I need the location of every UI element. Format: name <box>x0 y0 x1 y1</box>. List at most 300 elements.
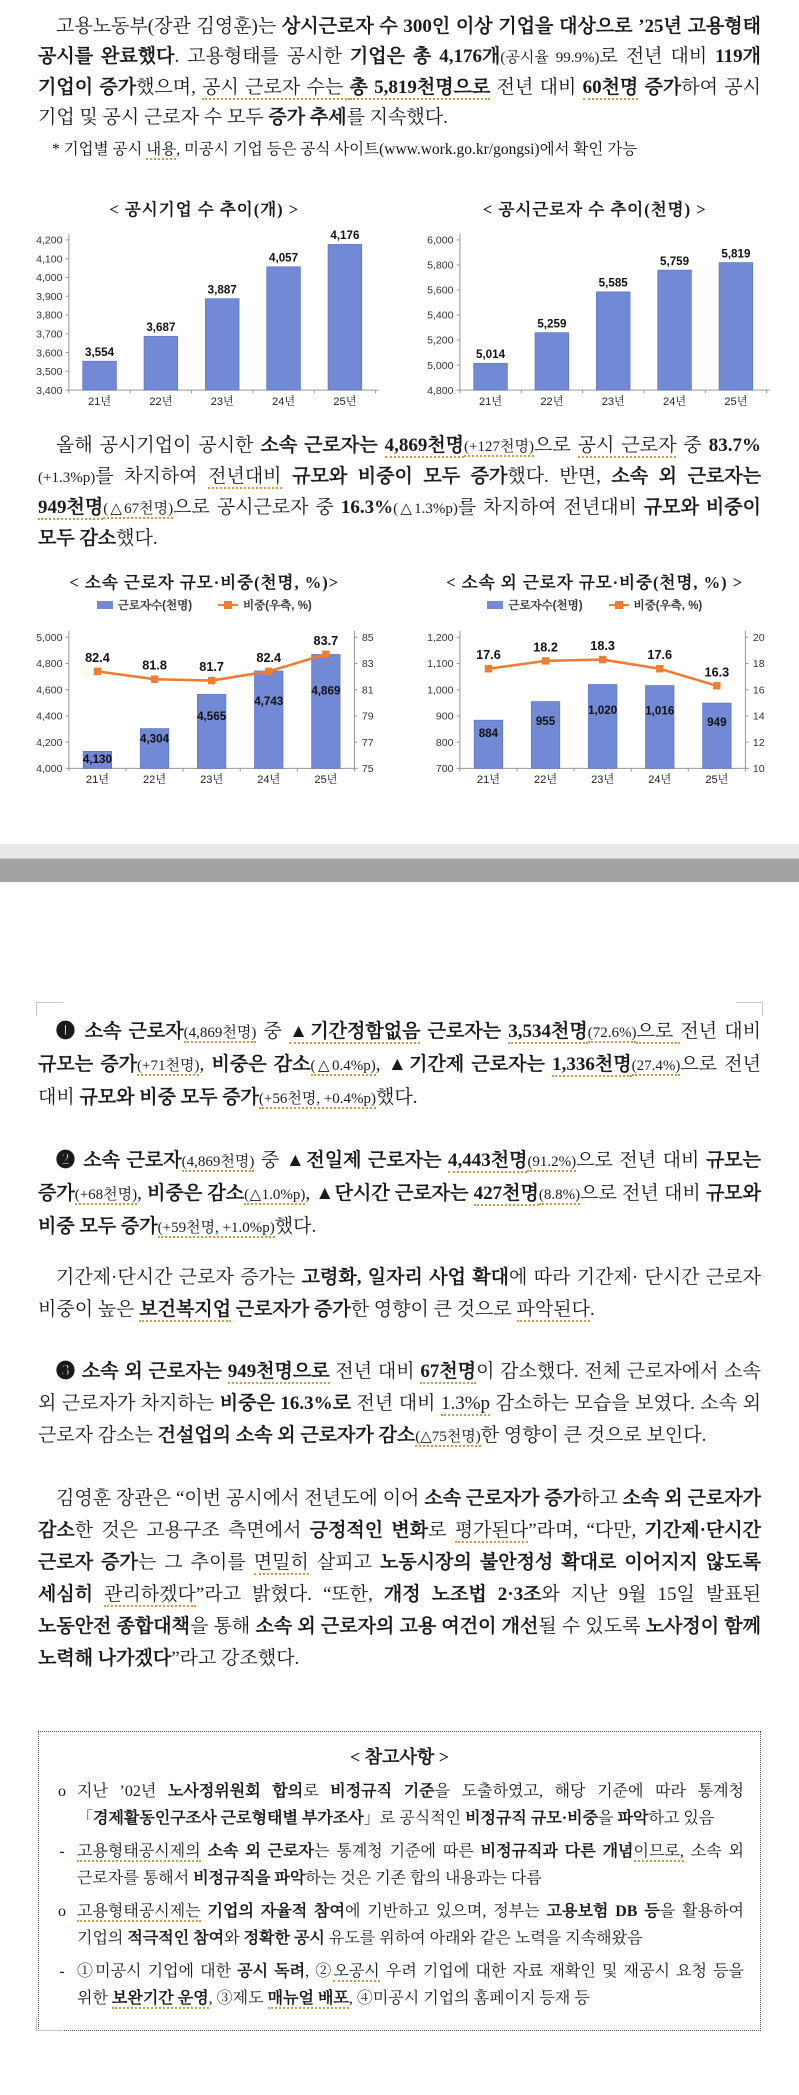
bar-24년 <box>657 270 691 390</box>
svg-text:18: 18 <box>752 658 765 671</box>
text-segment: 비정규직과 다른 개념 <box>480 1843 634 1861</box>
text-segment: . 고용형태를 공시한 <box>174 46 350 67</box>
text-segment: 살피고 <box>308 1552 381 1574</box>
legend-ratio: 비중(우측, %) <box>609 597 703 613</box>
item-text <box>77 1839 744 1892</box>
svg-text:1,100: 1,100 <box>426 658 454 671</box>
svg-text:5,014: 5,014 <box>475 348 505 362</box>
svg-text:3,700: 3,700 <box>36 328 63 341</box>
text-segment: , <box>305 1183 316 1205</box>
svg-text:17.6: 17.6 <box>475 648 501 663</box>
paragraph-industry <box>38 1262 761 1326</box>
svg-text:16.3: 16.3 <box>704 665 729 680</box>
svg-text:3,400: 3,400 <box>36 384 63 397</box>
bar-24년 <box>267 267 301 390</box>
svg-text:25년: 25년 <box>723 395 747 408</box>
text-segment: 총 5,819천명으로 <box>349 77 491 98</box>
text-segment: 하고 있음 <box>648 1809 715 1827</box>
svg-text:3,900: 3,900 <box>36 290 63 303</box>
text-segment: 근로자는 <box>420 1021 509 1043</box>
text-segment: (72.6%) <box>587 1025 637 1042</box>
text-segment: 로 <box>303 1783 331 1801</box>
text-segment: 소속 근로자가 증가 <box>424 1488 582 1510</box>
text-segment: 1,336천명 <box>552 1054 632 1076</box>
text-segment: * 기업별 공시 <box>52 141 147 158</box>
bar-22년 <box>531 702 560 769</box>
text-segment: , <box>137 1183 148 1205</box>
line-marker <box>322 651 329 658</box>
reference-item <box>55 1779 744 1832</box>
svg-text:949: 949 <box>706 716 727 730</box>
svg-text:4,200: 4,200 <box>36 234 63 247</box>
text-segment: 증가 추세 <box>268 107 347 128</box>
text-segment: 으로 <box>533 435 578 457</box>
legend-workers: 근로자수(천명) <box>97 597 192 613</box>
chart-title: < 소속 외 근로자 규모·비중(천명, %) > <box>446 573 744 593</box>
svg-text:1,016: 1,016 <box>644 704 674 718</box>
text-segment: 67천명 <box>420 1361 477 1383</box>
item-marker: o <box>58 1783 66 1801</box>
reference-item <box>55 1899 744 1952</box>
text-segment: (△67천명) <box>103 501 174 518</box>
text-segment: , ③제도 <box>208 1989 268 2007</box>
svg-text:81: 81 <box>361 684 374 697</box>
text-segment: 4,443천명 <box>447 1150 528 1172</box>
text-segment: 올해 공시기업이 공시한 <box>56 435 261 457</box>
text-segment: 면밀히 <box>253 1552 309 1574</box>
text-segment: 김영훈 장관은 “이번 공시에서 전년도에 이어 <box>56 1488 425 1510</box>
text-segment: 을 <box>598 1809 618 1827</box>
svg-text:4,565: 4,565 <box>197 710 227 724</box>
text-segment: 전년 대비 <box>329 1361 421 1383</box>
text-segment: 노동안전 종합대책 <box>38 1616 191 1638</box>
svg-text:4,400: 4,400 <box>36 711 63 724</box>
text-segment: 전년 대비 <box>680 1021 761 1043</box>
text-segment: , <box>375 1054 388 1076</box>
svg-text:10: 10 <box>752 763 765 776</box>
text-segment: 기업은 총 4,176개 <box>349 46 501 67</box>
chart-disclosed-workers-trend <box>407 197 784 413</box>
chart-legend <box>407 596 784 614</box>
text-segment: 에 기반하고 있으며, 정부는 <box>344 1903 547 1921</box>
text-segment: 개정 노조법 2·3조 <box>383 1584 542 1606</box>
chart-svg <box>407 614 784 792</box>
bar-25년 <box>702 703 731 768</box>
text-segment: 소속 근로자 <box>84 1021 184 1043</box>
line-marker <box>713 682 720 689</box>
bar-21년 <box>473 363 507 390</box>
text-segment: 우려 기업에 대한 자료 재확인 및 재공시 요청 등을 위한 <box>77 1963 744 2007</box>
text-segment: 으로 전년 대비 <box>576 1150 706 1172</box>
text-segment: 기간제·단시간 근로자 증가는 <box>56 1267 302 1289</box>
svg-text:5,800: 5,800 <box>426 259 454 272</box>
svg-text:75: 75 <box>361 763 374 776</box>
bar-chart <box>407 223 784 413</box>
text-segment: 소속 외 근로자를 통해서 <box>77 1843 744 1887</box>
text-segment: 고용보험 DB 등 <box>546 1903 660 1921</box>
text-segment: 전년대비 <box>208 466 282 488</box>
item-marker: o <box>58 1903 66 1921</box>
svg-text:3,500: 3,500 <box>36 366 63 379</box>
svg-text:5,759: 5,759 <box>659 254 689 268</box>
text-segment: . <box>589 1299 595 1321</box>
text-segment: 지난 ’02년 <box>77 1783 168 1801</box>
text-segment: 노동시장의 불안정성 확대로 이어지지 않도록 세심히 <box>38 1552 761 1606</box>
text-segment: 관리하겠다 <box>104 1584 196 1606</box>
text-segment: 는 그 추이를 <box>137 1552 254 1574</box>
bar-chart <box>16 223 393 413</box>
svg-text:22년: 22년 <box>149 395 173 408</box>
text-segment: 소속 외 근로자 <box>207 1843 315 1861</box>
text-segment: 공시 근로자 <box>577 435 677 457</box>
text-segment: ”라고 강조했다. <box>171 1648 300 1670</box>
text-segment: 를 차지하여 <box>95 466 209 488</box>
bar-24년 <box>645 686 674 769</box>
text-segment: 83.7% <box>708 435 761 457</box>
text-segment: 를 지속했다. <box>346 107 448 128</box>
text-segment: 규모와 비중이 모두 감소 <box>38 497 761 550</box>
svg-text:4,304: 4,304 <box>139 732 170 746</box>
paragraph-summary <box>38 431 761 554</box>
bar-23년 <box>588 685 617 769</box>
text-segment: 중 <box>256 1021 290 1043</box>
text-segment: 전년 대비 <box>350 1393 441 1415</box>
bar-swatch-icon <box>97 601 113 609</box>
text-segment: 소속 외 근로자가 감소 <box>38 1488 761 1542</box>
svg-text:22년: 22년 <box>539 395 563 408</box>
svg-text:5,000: 5,000 <box>426 359 454 372</box>
svg-text:20: 20 <box>752 632 765 645</box>
svg-text:25년: 25년 <box>333 395 357 408</box>
svg-text:4,130: 4,130 <box>82 753 112 767</box>
text-segment: 보완기간 운영 <box>111 1989 209 2007</box>
chart-svg <box>16 223 393 413</box>
text-segment: 한 영향이 큰 것으로 보인다. <box>480 1425 707 1447</box>
text-segment: 될 수 있도록 <box>538 1616 646 1638</box>
text-segment: 하여 공시 기업 및 공시 근로자 수 모두 <box>38 77 761 128</box>
text-segment: 고용노동부(장관 김영훈)는 <box>56 16 282 37</box>
svg-text:21년: 21년 <box>85 774 109 787</box>
chart-svg <box>16 614 393 792</box>
text-segment: ▲기간정함없음 <box>289 1021 421 1043</box>
text-segment: 비중은 16.3%로 <box>219 1393 351 1415</box>
text-segment: 소속 외 근로자는 <box>81 1361 228 1383</box>
bar-23년 <box>596 292 630 390</box>
svg-text:18.3: 18.3 <box>589 639 615 654</box>
text-segment: 했으며, <box>136 77 203 98</box>
line-marker <box>151 676 158 683</box>
item-text <box>77 1959 744 2012</box>
text-segment: 규모와 비중이 모두 증가 <box>292 466 508 488</box>
text-segment: 공시 독려 <box>237 1963 306 1981</box>
svg-text:4,000: 4,000 <box>36 763 63 776</box>
text-segment: 평가된다 <box>454 1520 529 1542</box>
text-segment: (+1.3%p) <box>38 470 96 487</box>
footnote <box>52 139 761 161</box>
text-segment: 비정규직 기준 <box>330 1783 435 1801</box>
ratio-line <box>488 660 716 686</box>
text-segment: 긍정적인 변화 <box>309 1520 429 1542</box>
svg-text:81.8: 81.8 <box>142 659 167 674</box>
svg-text:81.7: 81.7 <box>199 660 225 675</box>
svg-text:4,057: 4,057 <box>269 251 299 265</box>
text-segment: 한 것은 고용구조 측면에서 <box>74 1520 310 1542</box>
text-segment: ”라며, “다만, <box>528 1520 645 1542</box>
svg-text:82.4: 82.4 <box>256 651 282 666</box>
text-segment: 노사정위원회 합의 <box>167 1783 304 1801</box>
svg-text:23년: 23년 <box>601 395 625 408</box>
svg-text:4,000: 4,000 <box>36 272 63 285</box>
text-segment: 비정규직을 파악 <box>193 1869 306 1887</box>
bar-24년 <box>254 671 283 768</box>
text-segment: 에 따라 기간제· 단시간 근로자 비중이 높은 <box>38 1267 761 1321</box>
text-segment: 으로 공시근로자 중 <box>173 497 341 519</box>
text-segment: (△0.4%p) <box>310 1058 376 1075</box>
text-segment: 을 통해 <box>190 1616 256 1638</box>
text-segment: 비중은 감소 <box>147 1183 245 1205</box>
svg-text:23년: 23년 <box>200 774 224 787</box>
text-segment: 근로자가 증가 <box>231 1299 351 1321</box>
text-segment <box>282 466 293 487</box>
svg-text:25년: 25년 <box>314 774 338 787</box>
text-segment: 보건복지업 <box>139 1299 232 1321</box>
text-segment: , ④미공시 기업의 홈페이지 등재 등 <box>348 1989 590 2007</box>
text-segment: 비정규직 규모·비중 <box>465 1809 599 1827</box>
text-segment: 상시근로자 수 300인 이상 기업을 대상으로 <box>281 16 639 37</box>
text-segment: 로 <box>428 1520 455 1542</box>
bar-25년 <box>312 655 341 769</box>
item-marker: - <box>59 1843 65 1861</box>
paragraph-bullet-1 <box>38 1016 761 1115</box>
legend-workers: 근로자수(천명) <box>487 597 582 613</box>
svg-text:83.7: 83.7 <box>313 634 339 649</box>
svg-text:3,687: 3,687 <box>146 320 176 334</box>
svg-text:79: 79 <box>361 711 374 724</box>
svg-text:5,400: 5,400 <box>426 309 454 322</box>
text-segment: 4,869천명 <box>384 435 465 457</box>
text-segment: 감소하는 모습을 보였다. 소속 외 근로자 감소는 <box>38 1393 762 1447</box>
text-segment: (+127천명) <box>464 439 534 456</box>
svg-text:800: 800 <box>435 737 454 750</box>
text-segment: (+59천명, +1.0%p) <box>157 1220 275 1237</box>
text-segment: 을 도출하였고, 해당 기준에 따라 통계청 「 <box>77 1783 744 1827</box>
text-segment: 파악 <box>617 1809 649 1827</box>
line-marker <box>656 665 663 672</box>
text-segment: 을 활용하여 기업의 <box>77 1903 744 1947</box>
reference-box-title: < 참고사항 > <box>349 1747 450 1768</box>
svg-text:955: 955 <box>535 715 555 729</box>
chart-title: < 공시기업 수 추이(개) > <box>109 200 300 219</box>
paragraph-bullet-2 <box>38 1145 761 1244</box>
svg-text:3,887: 3,887 <box>207 283 237 297</box>
text-segment: 소속 근로자는 <box>260 435 385 457</box>
text-segment: 949천명으로 <box>227 1361 330 1383</box>
svg-text:18.2: 18.2 <box>532 640 558 655</box>
bar-swatch-icon <box>487 601 503 609</box>
text-segment: (+68천명) <box>74 1187 138 1204</box>
svg-text:4,743: 4,743 <box>254 695 284 709</box>
svg-text:884: 884 <box>478 727 498 741</box>
text-segment: 정확한 공시 <box>243 1929 325 1947</box>
reference-item <box>55 1839 744 1892</box>
text-segment: 파악된다 <box>516 1299 590 1321</box>
text-segment: 으로 <box>636 1021 681 1043</box>
text-segment: (8.8%) <box>538 1187 581 1204</box>
svg-text:14: 14 <box>752 711 765 724</box>
svg-text:4,800: 4,800 <box>426 384 454 397</box>
text-segment: 으로 전년 대비 <box>580 1183 706 1205</box>
text-segment: (+71천명) <box>137 1058 200 1075</box>
text-segment: ”라고 밝혔다. “또한, <box>195 1584 384 1606</box>
line-marker <box>94 668 101 675</box>
text-segment: (91.2%) <box>527 1154 577 1171</box>
chart-title: < 공시근로자 수 추이(천명) > <box>482 200 707 219</box>
text-segment: 소속 외 근로자의 고용 여건이 개선 <box>255 1616 539 1638</box>
paragraph-minister-quote <box>38 1483 761 1675</box>
text-segment: 119개 기업이 증가 <box>38 46 761 98</box>
page-margin-mark <box>736 1002 763 1016</box>
svg-text:3,554: 3,554 <box>85 345 115 359</box>
svg-text:4,869: 4,869 <box>311 684 341 698</box>
svg-text:5,600: 5,600 <box>426 284 454 297</box>
svg-text:5,000: 5,000 <box>36 632 63 645</box>
bar-23년 <box>197 695 226 769</box>
reference-item <box>55 1959 744 2012</box>
text-segment: 를 차지하여 전년대비 <box>457 497 644 519</box>
text-segment: 규모와 비중 모두 증가 <box>79 1087 259 1109</box>
text-segment: 중 <box>676 435 709 457</box>
text-segment: 16.3% <box>340 497 394 519</box>
svg-text:77: 77 <box>361 737 374 750</box>
svg-text:24년: 24년 <box>257 774 281 787</box>
svg-text:5,819: 5,819 <box>720 247 750 261</box>
line-marker <box>484 665 491 672</box>
text-segment: 고령화, 일자리 사업 확대 <box>301 1267 509 1289</box>
text-segment: ❸ <box>56 1361 82 1383</box>
line-marker <box>598 656 605 663</box>
text-segment: ’25년 고용형태 공시를 완료했다 <box>38 16 761 67</box>
svg-text:6,000: 6,000 <box>426 234 454 247</box>
text-segment: ❶ <box>56 1021 85 1043</box>
text-segment: (△1.3%p) <box>393 501 458 518</box>
text-segment: 기간제·단시간 근로자 증가 <box>38 1520 761 1574</box>
text-segment: 60천명 <box>582 77 639 98</box>
bar-22년 <box>535 333 569 390</box>
text-segment: 하고 <box>581 1488 623 1510</box>
svg-text:4,200: 4,200 <box>36 737 63 750</box>
svg-text:82.4: 82.4 <box>85 651 110 666</box>
text-segment: , ② <box>305 1963 334 1981</box>
combo-chart <box>407 614 784 792</box>
bar-25년 <box>328 244 362 390</box>
page-1-content <box>0 12 799 161</box>
text-segment: (△1.0%p) <box>244 1187 306 1204</box>
svg-text:1,200: 1,200 <box>426 632 454 645</box>
chart-legend <box>16 596 393 614</box>
bar-23년 <box>205 299 239 390</box>
paragraph-bullet-3 <box>38 1356 761 1453</box>
item-text <box>77 1779 744 1832</box>
page-margin-mark <box>36 1002 63 1016</box>
page-2-content <box>0 1002 799 2031</box>
svg-text:85: 85 <box>361 632 374 645</box>
text-segment: ▲단시간 근로자는 <box>315 1183 474 1205</box>
text-segment: 로 전년 대비 <box>599 46 716 67</box>
text-segment: 한 영향이 큰 것으로 <box>350 1299 517 1321</box>
svg-text:3,600: 3,600 <box>36 347 63 360</box>
bar-25년 <box>719 263 753 391</box>
chart-svg <box>407 223 784 413</box>
text-segment: (공시율 99.9%) <box>500 50 600 66</box>
svg-text:4,800: 4,800 <box>36 658 63 671</box>
chart-title: < 소속 근로자 규모·비중(천명, %)> <box>69 573 340 593</box>
text-segment: 적극적인 참여 <box>127 1929 225 1947</box>
text-segment: 는 통계청 기준에 따른 <box>314 1843 481 1861</box>
charts-row-2 <box>0 570 799 792</box>
svg-text:700: 700 <box>435 763 454 776</box>
svg-text:24년: 24년 <box>662 395 686 408</box>
line-swatch-icon <box>609 601 629 609</box>
text-segment: 이므로, <box>633 1843 684 1861</box>
text-segment: 소속 근로자 <box>83 1150 182 1172</box>
svg-text:21년: 21년 <box>478 395 502 408</box>
text-segment: ▲전일제 근로자는 <box>285 1150 448 1172</box>
text-segment: 이 감소했다. 전체 근로자에서 소속 외 근로자가 차지하는 <box>38 1361 762 1415</box>
svg-text:23년: 23년 <box>210 395 234 408</box>
svg-text:5,259: 5,259 <box>536 317 566 331</box>
svg-text:23년: 23년 <box>590 774 614 787</box>
svg-text:25년: 25년 <box>704 774 728 787</box>
svg-text:22년: 22년 <box>143 774 167 787</box>
line-marker <box>541 658 548 665</box>
text-segment: , <box>199 1054 212 1076</box>
svg-text:4,176: 4,176 <box>330 229 360 243</box>
text-segment: 규모는 증가 <box>38 1054 138 1076</box>
item-text <box>77 1899 744 1952</box>
text-segment: 와 <box>224 1929 244 1947</box>
reference-box-items <box>55 1779 744 2012</box>
text-segment: 노사정이 함께 노력해 나가겠다 <box>38 1616 761 1670</box>
page-margin-mark <box>36 2017 63 2031</box>
text-segment: 했다. 반면, <box>507 466 612 488</box>
text-segment: 고용형태공시제는 <box>77 1903 201 1921</box>
svg-text:3,800: 3,800 <box>36 309 63 322</box>
text-segment <box>201 1903 208 1920</box>
legend-ratio: 비중(우측, %) <box>218 597 312 613</box>
text-segment: 하는 것은 기존 합의 내용과는 다름 <box>305 1869 542 1887</box>
svg-text:21년: 21년 <box>88 395 112 408</box>
text-segment: 규모는 증가 <box>38 1150 761 1205</box>
text-segment: 했다. <box>274 1216 317 1238</box>
svg-text:5,585: 5,585 <box>598 276 628 290</box>
page-break-divider <box>0 844 799 882</box>
text-segment: 매뉴얼 배포 <box>267 1989 349 2007</box>
svg-text:1,020: 1,020 <box>587 704 617 718</box>
svg-text:24년: 24년 <box>272 395 296 408</box>
text-segment: ①미공시 기업에 대한 <box>77 1963 238 1981</box>
text-segment: 949천명 <box>38 497 104 519</box>
text-segment: 건설업의 소속 외 근로자가 감소 <box>157 1425 416 1447</box>
text-segment: 고용형태공시제의 <box>77 1843 201 1861</box>
svg-text:17.6: 17.6 <box>646 648 672 663</box>
text-segment: 했다. <box>376 1087 418 1109</box>
text-segment: (4,869천명) <box>181 1154 255 1171</box>
text-segment: 경제활동인구조사 근로형태별 부가조사 <box>93 1809 364 1827</box>
text-segment: 전년 대비 <box>490 77 583 98</box>
reference-box <box>38 1731 761 2031</box>
chart-direct-workers <box>16 570 393 792</box>
text-segment: 내용 <box>146 141 177 158</box>
